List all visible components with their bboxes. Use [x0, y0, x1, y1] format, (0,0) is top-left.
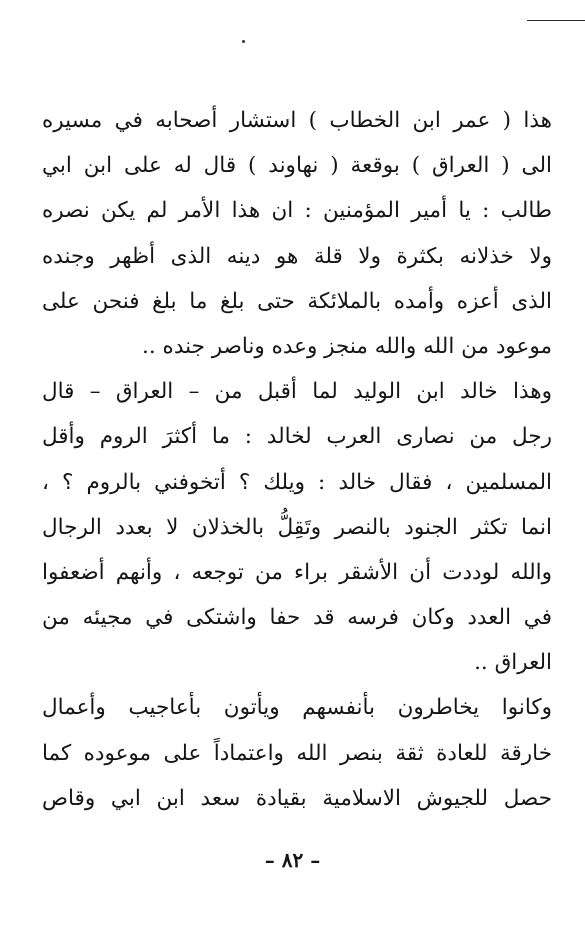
text-line: هذا ( عمر ابن الخطاب ) استشار أصحابه في مسيره	[42, 108, 552, 133]
text-line: الذى أعزه وأمده بالملائكة حتى بلغ ما بلغ فنحن على	[42, 288, 552, 314]
text-line: وهذا خالد ابن الوليد لما أقبل من – العراق – قال	[42, 379, 552, 405]
text-line: ولا خذلانه بكثرة ولا قلة هو دينه الذى أظهر وجنده	[42, 243, 552, 269]
text-line: وكانوا يخاطرون بأنفسهم ويأتون بأعاجيب وأعمال	[42, 695, 552, 721]
text-line: الى ( العراق ) بوقعة ( نهاوند ) قال له على ابن ابي	[42, 153, 552, 179]
text-line: طالب : يا أمير المؤمنين : ان هذا الأمر لم يكن نصره	[42, 198, 552, 224]
text-line: والله لوددت أن الأشقر براء من توجعه ، وأنهم أضعفوا	[42, 559, 552, 585]
text-line: في العدد وكان فرسه قد حفا واشتكى في مجيئه من	[42, 605, 552, 631]
page-number: – ٨٢ –	[264, 848, 321, 872]
top-rule	[527, 20, 585, 21]
ink-speck	[242, 40, 245, 43]
text-line: العراق ..	[474, 650, 552, 676]
text-line: خارقة للعادة ثقة بنصر الله واعتماداً على موعوده كما	[42, 740, 552, 766]
text-line: المسلمين ، فقال خالد : ويلك ؟ أتخوفني بالروم ؟ ،	[42, 469, 552, 495]
text-line: انما تكثر الجنود بالنصر وتَقِلُّ بالخذلان لا بعدد الرجال	[42, 514, 552, 540]
text-line: حصل للجيوش الاسلامية بقيادة سعد ابن ابي وقاص	[42, 785, 552, 811]
body-text	[42, 98, 552, 821]
text-line: رجل من نصارى العرب لخالد : ما أكثرَ الروم وأقل	[42, 424, 552, 450]
text-line: موعود من الله والله منجز وعده وناصر جنده ..	[142, 333, 552, 359]
